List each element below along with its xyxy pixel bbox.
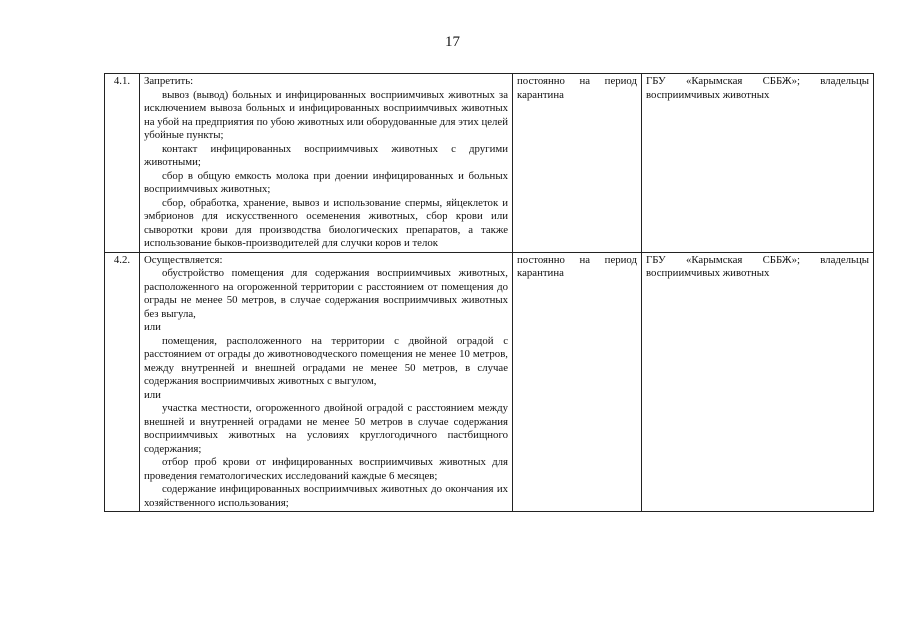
responsible-text: ГБУ «Карымская СББЖ»; владельцы восприимчивых животных [646, 75, 869, 101]
measure-cell [140, 74, 513, 253]
table-row [105, 252, 874, 512]
term-text: постоянно на период карантина [517, 253, 637, 279]
page-number: 17 [445, 34, 460, 50]
term-text: постоянно на период карантина [517, 75, 637, 101]
item-number: 4.1. [105, 74, 140, 253]
measure-heading: Запретить: [144, 75, 194, 87]
measures-table [104, 73, 874, 512]
measure-paragraph: сбор в общую емкость молока при доении инфицированных и больных восприимчивых животных; [144, 169, 508, 195]
table-row [105, 74, 874, 253]
term-cell [513, 252, 642, 512]
measure-paragraph: участка местности, огороженного двойной оградой с расстоянием между внешней и внутренней оградами не менее 50 метров в случае содержания восприимчивых животных на условиях круглогодичного пастбищного содержания; [144, 402, 508, 455]
measure-paragraph: обустройство помещения для содержания восприимчивых животных, расположенного на огороженной территории с расстоянием от помещения до ограды не менее 50 метров, в случае содержания восприимчивых животных без выгула, [144, 267, 508, 320]
measure-paragraph: сбор, обработка, хранение, вывоз и использование спермы, яйцеклеток и эмбрионов для искусственного осеменения животных, сбор крови или сыворотки крови для производства биологических препаратов, а также использование быков-производителей для случки коров и телок [144, 196, 508, 249]
measure-cell [140, 252, 513, 512]
measure-paragraph: вывоз (вывод) больных и инфицированных восприимчивых животных за исключением вывоза больных и инфицированных восприимчивых животных на убой на предприятия по убою животных или оборудованные для этих целей убойные пункты; [144, 88, 508, 141]
measure-paragraph: отбор проб крови от инфицированных восприимчивых животных для проведения гематологических исследований каждые 6 месяцев; [144, 456, 508, 482]
measure-paragraph: содержание инфицированных восприимчивых животных до окончания их хозяйственного использования; [144, 483, 508, 509]
item-number: 4.2. [105, 252, 140, 512]
responsible-cell [642, 252, 874, 512]
responsible-cell [642, 74, 874, 253]
measure-paragraph: помещения, расположенного на территории с двойной оградой с расстоянием от ограды до животноводческого помещения не менее 10 метров, между внутренней и внешней оградами не менее 50 метров, в случае содержания восприимчивых животных с выгулом, [144, 334, 508, 387]
responsible-text: ГБУ «Карымская СББЖ»; владельцы восприимчивых животных [646, 253, 869, 279]
measure-paragraph: контакт инфицированных восприимчивых животных с другими животными; [144, 142, 508, 168]
measure-paragraph: или [144, 321, 161, 333]
measure-paragraph: или [144, 388, 161, 401]
term-cell [513, 74, 642, 253]
measure-heading: Осуществляется: [144, 253, 223, 266]
